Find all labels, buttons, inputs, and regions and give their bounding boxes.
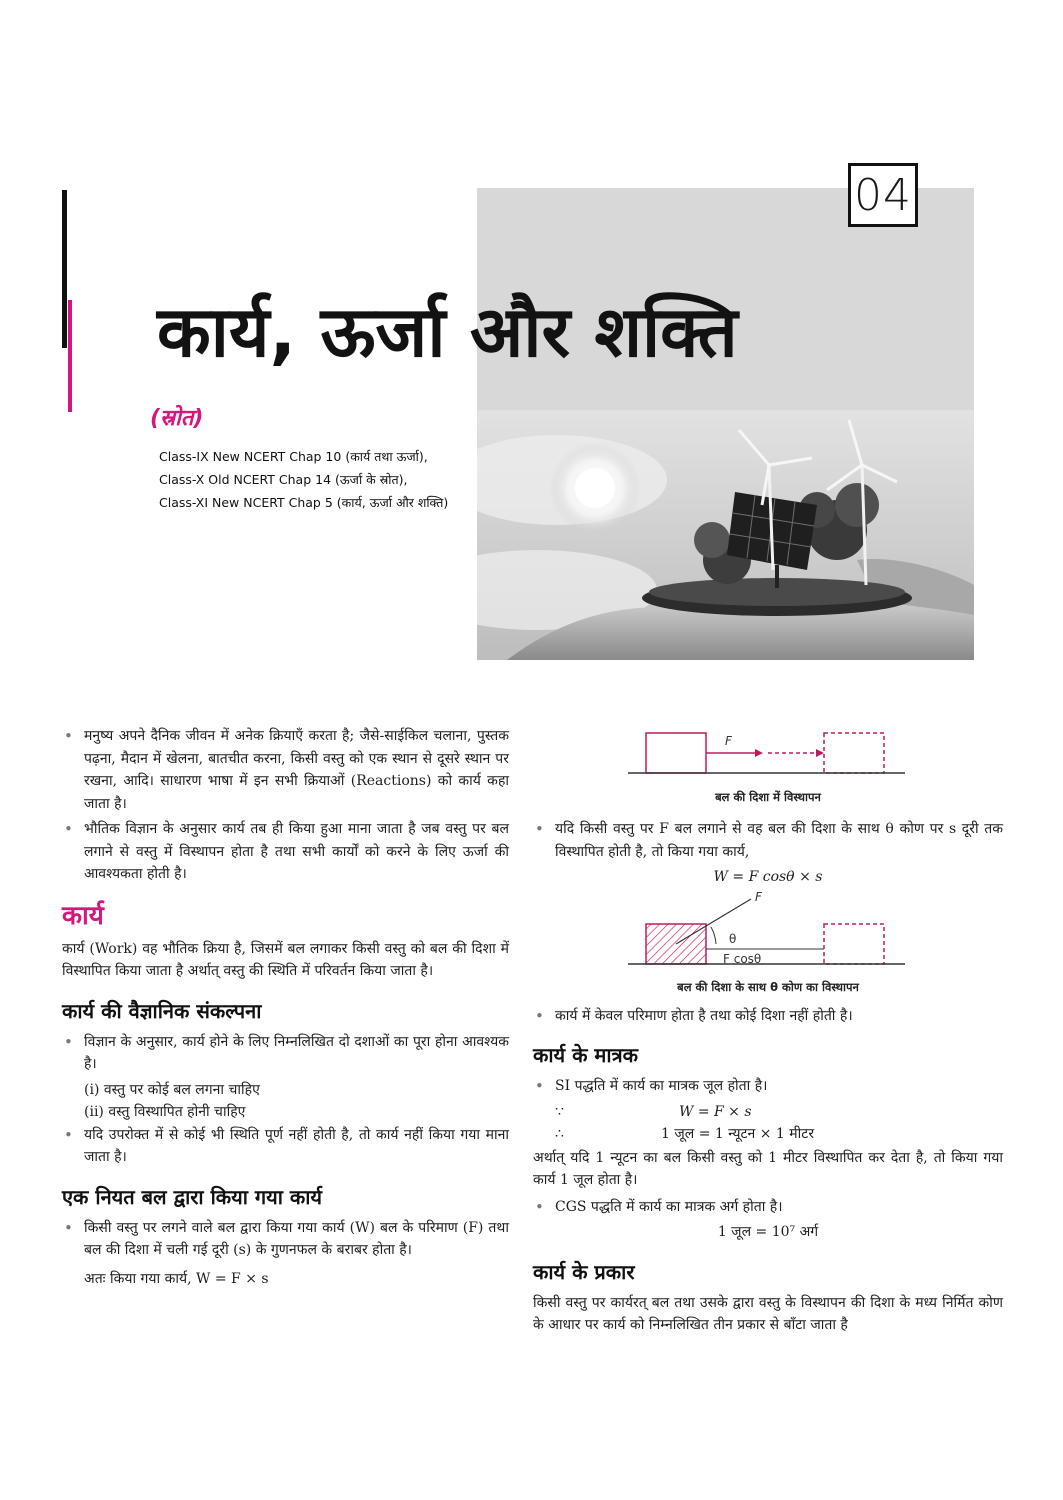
units-formula: 1 जूल = 1 न्यूटन × 1 मीटर bbox=[661, 1125, 815, 1142]
angle-formula: W = F cosθ × s bbox=[713, 869, 823, 885]
angle-label: θ bbox=[729, 931, 737, 946]
units-explanation: अर्थात् यदि 1 न्यूटन का बल किसी वस्तु को 1 मीटर विस्थापित कर देता है, तो किया गया कार्य 1 जूल होता है। bbox=[533, 1149, 1003, 1188]
source-label: (स्रोत) bbox=[150, 406, 204, 431]
chapter-title: कार्य, ऊर्जा और शक्ति bbox=[157, 291, 738, 373]
force-label: F bbox=[725, 734, 732, 748]
constant-force-bullet: • किसी वस्तु पर लगने वाले बल द्वारा किया गया कार्य (W) बल के परिमाण (F) तथा बल की दिशा में चली गई दूरी (s) के गुणनफल के बराबर होता है। bbox=[62, 1217, 509, 1262]
block-initial bbox=[646, 733, 706, 773]
concept-condition: (ii) वस्तु विस्थापित होनी चाहिए bbox=[84, 1104, 246, 1120]
scalar-bullet: • कार्य में केवल परिमाण होता है तथा कोई दिशा नहीं होती है। bbox=[533, 1005, 1003, 1028]
force-label: F bbox=[755, 889, 762, 904]
section-heading-types: कार्य के प्रकार bbox=[533, 1259, 635, 1284]
displacement-arrowhead bbox=[816, 749, 824, 757]
force-arrow bbox=[676, 899, 751, 944]
block-final bbox=[824, 733, 884, 773]
work-definition: कार्य (Work) वह भौतिक क्रिया है, जिसमें बल लगाकर किसी वस्तु को बल की दिशा में विस्थापित किया जाता है अर्थात् वस्तु की स्थिति में परिवर्तन किया जाता है। bbox=[62, 940, 509, 979]
units-formula-row bbox=[533, 1101, 1003, 1123]
block-final bbox=[824, 924, 884, 964]
left-column bbox=[62, 725, 509, 1290]
types-para: किसी वस्तु पर कार्यरत् बल तथा उसके द्वारा वस्तु के विस्थापन की दिशा के मध्य निर्मित कोण के आधार पर कार्य को निम्नलिखित तीन प्रकार से बाँटा जाता है bbox=[533, 1294, 1003, 1333]
chapter-illustration bbox=[477, 410, 974, 660]
angle-bullet: • यदि किसी वस्तु पर F बल लगाने से वह बल की दिशा के साथ θ कोण पर s दूरी तक विस्थापित होती है, तो किया गया कार्य, bbox=[533, 818, 1003, 863]
header-accent-rule bbox=[68, 300, 72, 412]
chapter-number: 04 bbox=[848, 163, 918, 227]
figure-displacement-at-angle bbox=[533, 889, 1003, 969]
force-arrowhead bbox=[755, 749, 763, 757]
concept-bullet: • यदि उपरोक्त में से कोई भी स्थिति पूर्ण नहीं होती है, तो कार्य नहीं किया गया माना जाता है। bbox=[62, 1124, 509, 1169]
because-symbol: ∵ bbox=[555, 1103, 564, 1120]
units-formula: W = F × s bbox=[679, 1103, 752, 1120]
section-heading-work: कार्य bbox=[62, 900, 104, 931]
source-item: Class-IX New NCERT Chap 10 (कार्य तथा ऊर्जा), bbox=[159, 449, 428, 464]
cgs-formula: 1 जूल = 10⁷ अर्ग bbox=[717, 1224, 819, 1240]
figure-caption: बल की दिशा में विस्थापन bbox=[715, 789, 821, 804]
source-item: Class-X Old NCERT Chap 14 (ऊर्जा के स्रोत), bbox=[159, 472, 408, 487]
right-column bbox=[533, 728, 1003, 1337]
units-bullet: • SI पद्धति में कार्य का मात्रक जूल होता है। bbox=[533, 1075, 1003, 1098]
concept-bullet: • विज्ञान के अनुसार, कार्य होने के लिए निम्नलिखित दो दशाओं का पूरा होना आवश्यक है। bbox=[62, 1031, 509, 1076]
source-list bbox=[159, 445, 448, 514]
header-rule bbox=[62, 190, 67, 348]
figure-caption: बल की दिशा के साथ θ कोण का विस्थापन bbox=[677, 980, 859, 994]
intro-bullet: • मनुष्य अपने दैनिक जीवन में अनेक क्रियाएँ करता है; जैसे-साईकिल चलाना, पुस्तक पढ़ना, मैदान में खेलना, बातचीत करना, किसी वस्तु को एक स्थान से दूसरे स्थान पर रखना, आदि। साधारण भाषा में इन सभी क्रियाओं (Reactions) को कार्य कहा जाता है। bbox=[62, 725, 509, 815]
therefore-symbol: ∴ bbox=[555, 1125, 564, 1142]
component-label: F cosθ bbox=[723, 951, 762, 966]
section-heading-units: कार्य के मात्रक bbox=[533, 1043, 638, 1067]
section-heading-constant-force: एक नियत बल द्वारा किया गया कार्य bbox=[62, 1184, 322, 1209]
constant-force-formula: अतः किया गया कार्य, W = F × s bbox=[84, 1270, 269, 1287]
source-item: Class-XI New NCERT Chap 5 (कार्य, ऊर्जा और शक्ति) bbox=[159, 495, 449, 510]
section-heading-concept: कार्य की वैज्ञानिक संकल्पना bbox=[62, 998, 262, 1023]
units-formula-row bbox=[533, 1123, 1003, 1147]
intro-bullet: • भौतिक विज्ञान के अनुसार कार्य तब ही किया हुआ माना जाता है जब वस्तु पर बल लगाने से वस्तु में विस्थापन होता है तथा सभी कार्यों को करने के लिए ऊर्जा की आवश्यकता होती है। bbox=[62, 818, 509, 886]
concept-condition: (i) वस्तु पर कोई बल लगना चाहिए bbox=[84, 1081, 260, 1098]
angle-arc bbox=[711, 927, 716, 944]
cgs-bullet: • CGS पद्धति में कार्य का मात्रक अर्ग होता है। bbox=[533, 1196, 1003, 1219]
figure-displacement-along-force bbox=[533, 728, 1003, 778]
